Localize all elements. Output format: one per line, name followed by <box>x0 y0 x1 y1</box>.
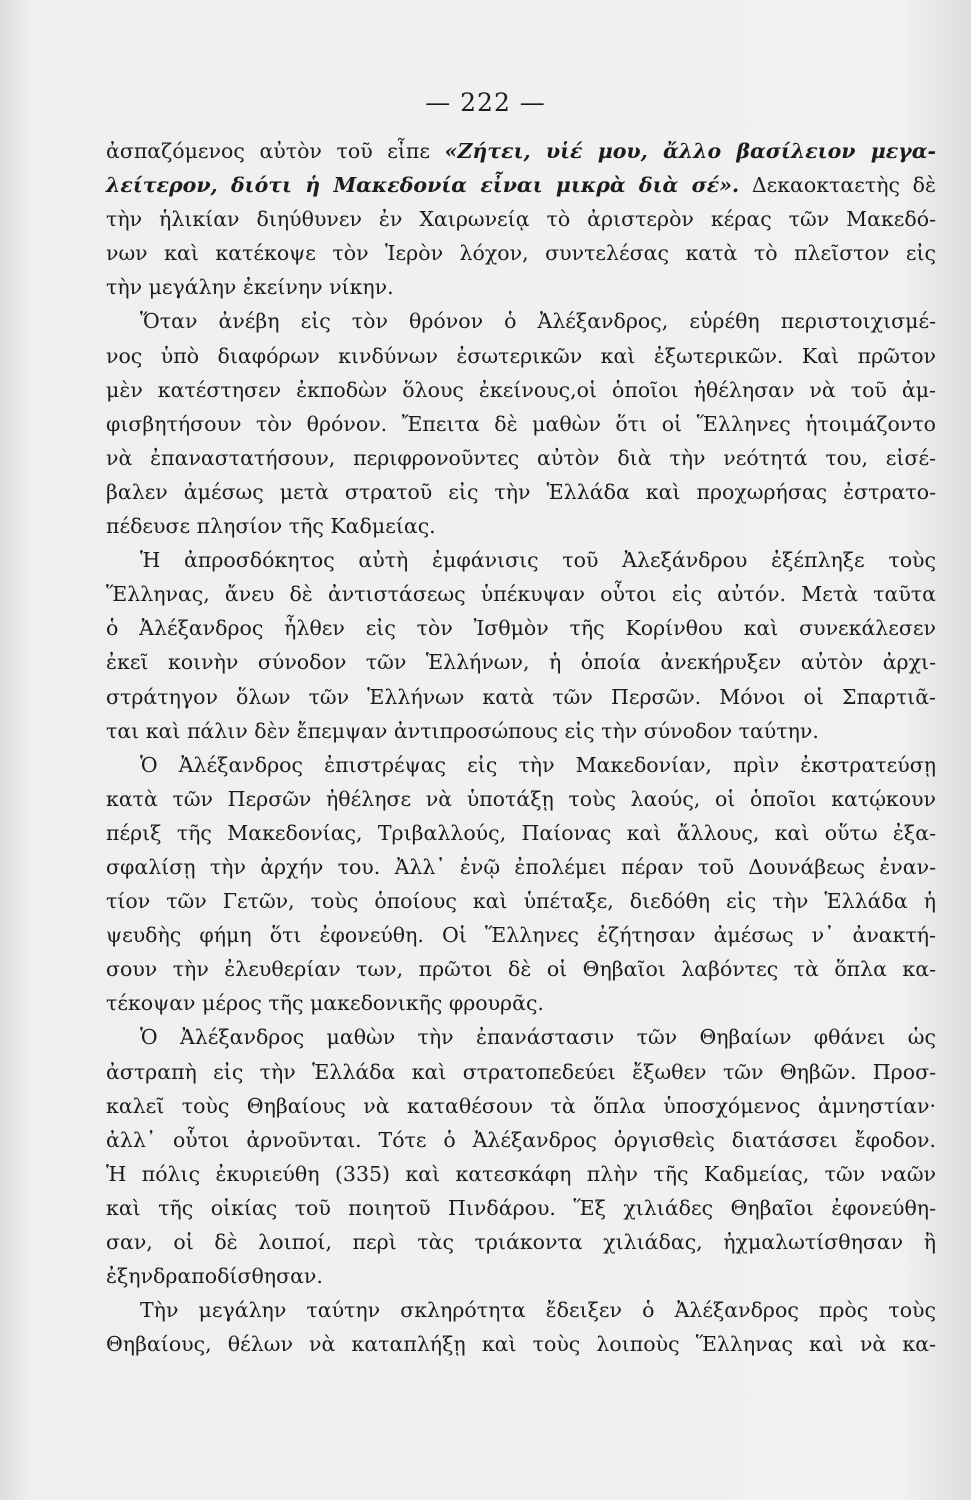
text-line <box>106 134 936 168</box>
text-segment: ἀσπαζόμενος αὐτὸν τοῦ εἶπε <box>106 139 445 163</box>
text-segment: Ὁ Ἀλέξανδρος μαθὼν τὴν ἐπανάστασιν τῶν Θηβαίων φθάνει ὡς <box>140 1025 936 1050</box>
text-line <box>106 884 936 918</box>
text-line <box>106 1055 936 1089</box>
text-line <box>106 441 936 475</box>
text-segment: ται καὶ πάλιν δὲν ἔπεμψαν ἀντιπροσώπους εἰς τὴν σύνοδον ταύτην. <box>106 718 819 743</box>
body-text <box>106 134 936 1361</box>
text-line <box>106 782 936 816</box>
text-segment: βαλεν ἀμέσως μετὰ στρατοῦ εἰς τὴν Ἑλλάδα καὶ προχωρήσας ἐστρατο- <box>106 479 936 504</box>
emphasized-text: «Ζήτει, υἱέ μου, ἄλλο βασίλειον μεγα- <box>444 139 936 163</box>
text-segment: Ὅταν ἀνέβη εἰς τὸν θρόνον ὁ Ἀλέξανδρος, εὑρέθη περιστοιχισμέ- <box>140 309 936 334</box>
text-line <box>106 748 936 782</box>
text-segment: τὴν μεγάλην ἐκείνην νίκην. <box>106 275 394 300</box>
text-segment: Ἡ ἀπροσδόκητος αὐτὴ ἐμφάνισις τοῦ Ἀλεξάνδρου ἐξέπληξε τοὺς <box>140 548 936 573</box>
text-segment: Ἡ πόλις ἐκυριεύθη (335) καὶ κατεσκάφη πλὴν τῆς Καδμείας, τῶν ναῶν <box>106 1161 936 1186</box>
text-line <box>106 952 936 986</box>
text-line <box>106 714 936 748</box>
text-segment: μὲν κατέστησεν ἐκποδὼν ὅλους ἐκείνους,οἱ ὁποῖοι ἠθέλησαν νὰ τοῦ ἀμ- <box>106 377 936 402</box>
text-segment: τίον τῶν Γετῶν, τοὺς ὁποίους καὶ ὑπέταξε, διεδόθη εἰς τὴν Ἑλλάδα ἡ <box>106 889 936 914</box>
text-line <box>106 1089 936 1123</box>
text-line <box>106 1020 936 1054</box>
text-line <box>106 304 936 338</box>
text-segment: ἀστραπὴ εἰς τὴν Ἑλλάδα καὶ στρατοπεδεύει ἔξωθεν τῶν Θηβῶν. Προσ- <box>106 1059 936 1084</box>
text-segment: καὶ τῆς οἰκίας τοῦ ποιητοῦ Πινδάρου. Ἕξ χιλιάδες Θηβαῖοι ἐφονεύθη- <box>106 1195 936 1220</box>
text-line <box>106 1259 936 1293</box>
text-line <box>106 1293 936 1327</box>
text-line <box>106 850 936 884</box>
text-line <box>106 236 936 270</box>
text-line <box>106 1191 936 1225</box>
text-segment: φισβητήσουν τὸν θρόνον. Ἔπειτα δὲ μαθὼν ὅτι οἱ Ἕλληνες ἡτοιμάζοντο <box>106 411 936 436</box>
text-line <box>106 1123 936 1157</box>
text-segment: Ὁ Ἀλέξανδρος ἐπιστρέψας εἰς τὴν Μακεδονίαν, πρὶν ἐκστρατεύσῃ <box>140 752 936 777</box>
text-line <box>106 270 936 304</box>
text-segment: ἐκεῖ κοινὴν σύνοδον τῶν Ἑλλήνων, ἡ ὁποία ἀνεκήρυξεν αὐτὸν ἀρχι- <box>106 650 936 675</box>
text-line <box>106 373 936 407</box>
text-line <box>106 339 936 373</box>
text-segment: σαν, οἱ δὲ λοιποί, περὶ τὰς τριάκοντα χιλιάδας, ἠχμαλωτίσθησαν ἢ <box>106 1230 936 1254</box>
text-segment: τέκοψαν μέρος τῆς μακεδονικῆς φρουρᾶς. <box>106 991 544 1016</box>
text-line <box>106 407 936 441</box>
text-segment: ἀλλ᾽ οὗτοι ἀρνοῦνται. Τότε ὁ Ἀλέξανδρος ὀργισθεὶς διατάσσει ἔφοδον. <box>106 1127 936 1152</box>
text-line <box>106 168 936 202</box>
text-segment: Τὴν μεγάλην ταύτην σκληρότητα ἔδειξεν ὁ Ἀλέξανδρος πρὸς τοὺς <box>140 1298 936 1323</box>
text-segment: πέριξ τῆς Μακεδονίας, Τριβαλλούς, Παίονας καὶ ἄλλους, καὶ οὕτω ἐξα- <box>106 820 936 845</box>
text-line <box>106 611 936 645</box>
text-segment: νων καὶ κατέκοψε τὸν Ἱερὸν λόχον, συντελέσας κατὰ τὸ πλεῖστον εἰς <box>106 241 936 266</box>
text-line <box>106 543 936 577</box>
text-line <box>106 680 936 714</box>
text-segment: πέδευσε πλησίον τῆς Καδμείας. <box>106 514 436 539</box>
text-segment: σφαλίσῃ τὴν ἀρχήν του. Ἀλλ᾽ ἐνῷ ἐπολέμει πέραν τοῦ Δουνάβεως ἐναν- <box>106 854 936 879</box>
text-segment: Ἕλληνας, ἄνευ δὲ ἀντιστάσεως ὑπέκυψαν οὗτοι εἰς αὐτόν. Μετὰ ταῦτα <box>106 582 936 607</box>
text-line <box>106 918 936 952</box>
text-line <box>106 645 936 679</box>
text-segment: ψευδὴς φήμη ὅτι ἐφονεύθη. Οἱ Ἕλληνες ἐζήτησαν ἀμέσως ν᾽ ἀνακτή- <box>106 923 936 948</box>
text-line <box>106 475 936 509</box>
text-segment: σουν τὴν ἐλευθερίαν των, πρῶτοι δὲ οἱ Θηβαῖοι λαβόντες τὰ ὅπλα κα- <box>106 957 936 982</box>
text-line <box>106 1225 936 1259</box>
text-line <box>106 1327 936 1361</box>
text-segment: νος ὑπὸ διαφόρων κινδύνων ἐσωτερικῶν καὶ ἐξωτερικῶν. Καὶ πρῶτον <box>106 343 936 368</box>
text-segment: ὁ Ἀλέξανδρος ἦλθεν εἰς τὸν Ἰσθμὸν τῆς Κορίνθου καὶ συνεκάλεσεν <box>106 616 936 641</box>
page-number: — 222 — <box>425 88 546 117</box>
text-segment: τὴν ἡλικίαν διηύθυνεν ἐν Χαιρωνείᾳ τὸ ἀριστερὸν κέρας τῶν Μακεδό- <box>106 207 936 232</box>
text-segment: καλεῖ τοὺς Θηβαίους νὰ καταθέσουν τὰ ὅπλα ὑποσχόμενος ἀμνηστίαν· <box>106 1093 936 1118</box>
text-segment: νὰ ἐπαναστατήσουν, περιφρονοῦντες αὐτὸν διὰ τὴν νεότητά του, εἰσέ- <box>106 445 936 470</box>
text-segment: Θηβαίους, θέλων νὰ καταπλήξῃ καὶ τοὺς λοιποὺς Ἕλληνας καὶ νὰ κα- <box>106 1332 936 1357</box>
text-line <box>106 1157 936 1191</box>
text-segment: στράτηγον ὅλων τῶν Ἑλλήνων κατὰ τῶν Περσῶν. Μόνοι οἱ Σπαρτιᾶ- <box>106 684 936 709</box>
text-segment: ἐξηνδραποδίσθησαν. <box>106 1264 323 1289</box>
text-line <box>106 202 936 236</box>
emphasized-text: λείτερον, διότι ἡ Μακεδονία εἶναι μικρὰ διὰ σέ». <box>106 173 740 198</box>
text-line <box>106 509 936 543</box>
text-line <box>106 816 936 850</box>
text-line <box>106 577 936 611</box>
text-line <box>106 986 936 1020</box>
text-segment: κατὰ τῶν Περσῶν ἠθέλησε νὰ ὑποτάξῃ τοὺς λαούς, οἱ ὁποῖοι κατῴκουν <box>106 786 936 811</box>
text-segment: Δεκαοκταετὴς δὲ <box>739 173 936 198</box>
